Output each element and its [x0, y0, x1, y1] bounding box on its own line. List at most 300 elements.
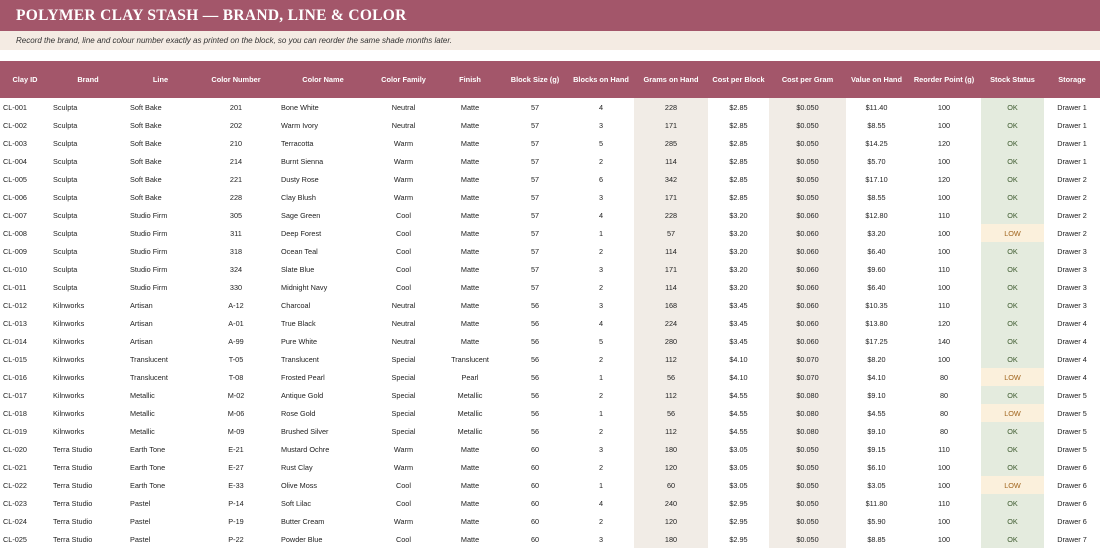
- cell-storage[interactable]: Drawer 3: [1057, 300, 1087, 310]
- cell-blocks-on-hand[interactable]: 4: [598, 318, 604, 328]
- cell-stock-status[interactable]: OK: [981, 170, 1044, 188]
- cell-cost-per-block[interactable]: $2.85: [729, 120, 748, 130]
- cell-color-name[interactable]: Soft Lilac: [281, 498, 312, 508]
- cell-grams-on-hand[interactable]: 114: [634, 152, 708, 170]
- cell-value-on-hand[interactable]: $11.80: [865, 498, 888, 508]
- cell-color-name[interactable]: Slate Blue: [281, 264, 315, 274]
- cell-finish[interactable]: Matte: [460, 138, 480, 148]
- cell-reorder-point[interactable]: 80: [939, 390, 949, 400]
- cell-color-name[interactable]: Powder Blue: [281, 534, 323, 544]
- cell-block-size[interactable]: 57: [530, 174, 540, 184]
- cell-grams-on-hand[interactable]: 228: [634, 98, 708, 116]
- cell-grams-on-hand[interactable]: 180: [634, 440, 708, 458]
- cell-brand[interactable]: Kilnworks: [53, 390, 85, 400]
- cell-finish[interactable]: Matte: [460, 300, 480, 310]
- cell-grams-on-hand[interactable]: 57: [634, 224, 708, 242]
- cell-storage[interactable]: Drawer 1: [1057, 156, 1087, 166]
- cell-grams-on-hand[interactable]: 240: [634, 494, 708, 512]
- cell-blocks-on-hand[interactable]: 2: [598, 156, 604, 166]
- cell-brand[interactable]: Sculpta: [53, 246, 78, 256]
- cell-cost-per-block[interactable]: $3.20: [729, 282, 748, 292]
- cell-grams-on-hand[interactable]: 171: [634, 188, 708, 206]
- cell-color-number[interactable]: 324: [229, 264, 243, 274]
- cell-color-number[interactable]: 330: [229, 282, 243, 292]
- cell-finish[interactable]: Matte: [460, 282, 480, 292]
- table-row[interactable]: [0, 404, 1100, 422]
- cell-color-family[interactable]: Cool: [395, 498, 411, 508]
- cell-blocks-on-hand[interactable]: 4: [598, 102, 604, 112]
- cell-block-size[interactable]: 57: [530, 282, 540, 292]
- cell-cost-per-gram[interactable]: $0.060: [769, 332, 846, 350]
- cell-brand[interactable]: Terra Studio: [53, 480, 93, 490]
- cell-value-on-hand[interactable]: $8.55: [867, 192, 886, 202]
- cell-stock-status[interactable]: OK: [981, 242, 1044, 260]
- cell-grams-on-hand[interactable]: 168: [634, 296, 708, 314]
- cell-cost-per-gram[interactable]: $0.070: [769, 368, 846, 386]
- cell-clay-id[interactable]: CL-008: [3, 228, 27, 238]
- cell-line[interactable]: Earth Tone: [130, 480, 166, 490]
- cell-finish[interactable]: Matte: [460, 264, 480, 274]
- cell-reorder-point[interactable]: 80: [939, 426, 949, 436]
- cell-cost-per-block[interactable]: $3.05: [729, 444, 748, 454]
- cell-clay-id[interactable]: CL-020: [3, 444, 27, 454]
- cell-stock-status[interactable]: OK: [981, 350, 1044, 368]
- cell-clay-id[interactable]: CL-007: [3, 210, 27, 220]
- cell-color-family[interactable]: Neutral: [391, 336, 416, 346]
- table-row[interactable]: [0, 386, 1100, 404]
- cell-blocks-on-hand[interactable]: 1: [598, 372, 604, 382]
- cell-color-name[interactable]: Dusty Rose: [281, 174, 319, 184]
- cell-color-name[interactable]: Mustard Ochre: [281, 444, 330, 454]
- cell-value-on-hand[interactable]: $14.25: [865, 138, 888, 148]
- cell-line[interactable]: Studio Firm: [130, 210, 168, 220]
- cell-value-on-hand[interactable]: $4.10: [867, 372, 886, 382]
- cell-color-family[interactable]: Cool: [395, 264, 411, 274]
- cell-clay-id[interactable]: CL-003: [3, 138, 27, 148]
- cell-brand[interactable]: Kilnworks: [53, 408, 85, 418]
- cell-cost-per-gram[interactable]: $0.050: [769, 170, 846, 188]
- table-row[interactable]: [0, 206, 1100, 224]
- cell-blocks-on-hand[interactable]: 5: [598, 336, 604, 346]
- cell-storage[interactable]: Drawer 4: [1057, 336, 1087, 346]
- column-header-stock-status[interactable]: Stock Status: [981, 61, 1044, 98]
- cell-cost-per-block[interactable]: $4.55: [729, 426, 748, 436]
- table-row[interactable]: [0, 440, 1100, 458]
- cell-reorder-point[interactable]: 120: [937, 138, 951, 148]
- cell-cost-per-gram[interactable]: $0.080: [769, 404, 846, 422]
- cell-color-number[interactable]: P-14: [228, 498, 244, 508]
- cell-block-size[interactable]: 60: [530, 480, 540, 490]
- table-row[interactable]: [0, 152, 1100, 170]
- cell-brand[interactable]: Sculpta: [53, 264, 78, 274]
- cell-clay-id[interactable]: CL-022: [3, 480, 27, 490]
- cell-color-name[interactable]: Warm Ivory: [281, 120, 319, 130]
- cell-reorder-point[interactable]: 100: [937, 282, 951, 292]
- cell-stock-status[interactable]: OK: [981, 494, 1044, 512]
- cell-grams-on-hand[interactable]: 120: [634, 512, 708, 530]
- cell-storage[interactable]: Drawer 1: [1057, 120, 1087, 130]
- cell-cost-per-gram[interactable]: $0.050: [769, 458, 846, 476]
- cell-color-name[interactable]: Rose Gold: [281, 408, 316, 418]
- cell-color-number[interactable]: 201: [229, 102, 243, 112]
- cell-blocks-on-hand[interactable]: 5: [598, 138, 604, 148]
- column-header-finish[interactable]: Finish: [438, 61, 502, 98]
- cell-brand[interactable]: Terra Studio: [53, 498, 93, 508]
- cell-cost-per-block[interactable]: $4.55: [729, 408, 748, 418]
- cell-color-name[interactable]: Charcoal: [281, 300, 311, 310]
- cell-storage[interactable]: Drawer 3: [1057, 246, 1087, 256]
- cell-finish[interactable]: Pearl: [461, 372, 479, 382]
- cell-color-family[interactable]: Special: [391, 372, 416, 382]
- cell-cost-per-gram[interactable]: $0.060: [769, 314, 846, 332]
- cell-value-on-hand[interactable]: $6.40: [867, 246, 886, 256]
- cell-reorder-point[interactable]: 110: [938, 300, 950, 310]
- cell-storage[interactable]: Drawer 5: [1057, 408, 1087, 418]
- cell-cost-per-gram[interactable]: $0.060: [769, 260, 846, 278]
- cell-brand[interactable]: Kilnworks: [53, 372, 85, 382]
- cell-clay-id[interactable]: CL-018: [3, 408, 27, 418]
- cell-blocks-on-hand[interactable]: 2: [598, 246, 604, 256]
- cell-color-family[interactable]: Special: [391, 426, 416, 436]
- cell-color-family[interactable]: Warm: [393, 462, 414, 472]
- cell-color-number[interactable]: T-05: [228, 354, 244, 364]
- cell-value-on-hand[interactable]: $17.25: [865, 336, 888, 346]
- cell-grams-on-hand[interactable]: 180: [634, 530, 708, 548]
- table-row[interactable]: [0, 296, 1100, 314]
- column-header-blocks-on-hand[interactable]: Blocks on Hand: [568, 61, 634, 98]
- cell-blocks-on-hand[interactable]: 3: [598, 120, 604, 130]
- table-row[interactable]: [0, 134, 1100, 152]
- cell-blocks-on-hand[interactable]: 3: [598, 264, 604, 274]
- cell-clay-id[interactable]: CL-014: [3, 336, 27, 346]
- column-header-grams-on-hand[interactable]: Grams on Hand: [634, 61, 708, 98]
- cell-color-number[interactable]: M-02: [227, 390, 245, 400]
- cell-stock-status[interactable]: OK: [981, 458, 1044, 476]
- cell-grams-on-hand[interactable]: 56: [634, 368, 708, 386]
- cell-line[interactable]: Pastel: [130, 534, 151, 544]
- cell-cost-per-block[interactable]: $3.20: [729, 228, 748, 238]
- cell-stock-status[interactable]: LOW: [981, 476, 1044, 494]
- cell-color-name[interactable]: Rust Clay: [281, 462, 313, 472]
- cell-line[interactable]: Soft Bake: [130, 156, 162, 166]
- cell-color-name[interactable]: Butter Cream: [281, 516, 325, 526]
- table-row[interactable]: [0, 116, 1100, 134]
- cell-brand[interactable]: Kilnworks: [53, 318, 85, 328]
- cell-stock-status[interactable]: OK: [981, 512, 1044, 530]
- cell-finish[interactable]: Matte: [460, 102, 480, 112]
- cell-color-number[interactable]: 311: [230, 228, 242, 238]
- cell-color-number[interactable]: A-12: [228, 300, 244, 310]
- cell-line[interactable]: Artisan: [130, 336, 153, 346]
- cell-blocks-on-hand[interactable]: 2: [598, 516, 604, 526]
- cell-cost-per-block[interactable]: $2.95: [729, 516, 748, 526]
- cell-clay-id[interactable]: CL-011: [3, 282, 27, 292]
- cell-finish[interactable]: Matte: [460, 210, 480, 220]
- cell-cost-per-gram[interactable]: $0.080: [769, 422, 846, 440]
- cell-clay-id[interactable]: CL-016: [3, 372, 27, 382]
- cell-brand[interactable]: Sculpta: [53, 174, 78, 184]
- cell-stock-status[interactable]: OK: [981, 206, 1044, 224]
- cell-color-name[interactable]: Antique Gold: [281, 390, 324, 400]
- cell-value-on-hand[interactable]: $12.80: [865, 210, 888, 220]
- cell-finish[interactable]: Matte: [460, 480, 480, 490]
- cell-storage[interactable]: Drawer 3: [1057, 282, 1087, 292]
- column-header-cost-per-block[interactable]: Cost per Block: [708, 61, 769, 98]
- column-header-reorder-point[interactable]: Reorder Point (g): [907, 61, 981, 98]
- cell-finish[interactable]: Matte: [460, 174, 480, 184]
- cell-cost-per-block[interactable]: $4.10: [729, 354, 748, 364]
- cell-line[interactable]: Studio Firm: [130, 246, 168, 256]
- cell-color-family[interactable]: Cool: [395, 534, 411, 544]
- cell-finish[interactable]: Metallic: [457, 390, 483, 400]
- cell-block-size[interactable]: 60: [530, 516, 540, 526]
- cell-grams-on-hand[interactable]: 56: [634, 404, 708, 422]
- cell-color-name[interactable]: True Black: [281, 318, 316, 328]
- column-header-color-family[interactable]: Color Family: [369, 61, 438, 98]
- cell-value-on-hand[interactable]: $6.40: [867, 282, 886, 292]
- cell-blocks-on-hand[interactable]: 1: [598, 480, 604, 490]
- cell-cost-per-block[interactable]: $3.05: [729, 480, 748, 490]
- cell-stock-status[interactable]: OK: [981, 314, 1044, 332]
- cell-cost-per-block[interactable]: $3.20: [729, 264, 748, 274]
- table-row[interactable]: [0, 314, 1100, 332]
- cell-stock-status[interactable]: OK: [981, 260, 1044, 278]
- cell-reorder-point[interactable]: 100: [937, 246, 951, 256]
- cell-clay-id[interactable]: CL-005: [3, 174, 27, 184]
- column-header-color-name[interactable]: Color Name: [277, 61, 369, 98]
- cell-block-size[interactable]: 56: [530, 372, 540, 382]
- cell-value-on-hand[interactable]: $9.60: [867, 264, 886, 274]
- column-header-storage[interactable]: Storage: [1044, 61, 1100, 98]
- cell-value-on-hand[interactable]: $9.10: [867, 426, 886, 436]
- cell-grams-on-hand[interactable]: 280: [634, 332, 708, 350]
- cell-cost-per-block[interactable]: $2.85: [729, 102, 748, 112]
- cell-storage[interactable]: Drawer 6: [1057, 516, 1087, 526]
- cell-clay-id[interactable]: CL-013: [3, 318, 27, 328]
- cell-stock-status[interactable]: OK: [981, 296, 1044, 314]
- table-row[interactable]: [0, 278, 1100, 296]
- cell-cost-per-block[interactable]: $3.45: [729, 318, 748, 328]
- cell-finish[interactable]: Matte: [460, 246, 480, 256]
- cell-storage[interactable]: Drawer 5: [1057, 444, 1087, 454]
- cell-block-size[interactable]: 56: [530, 318, 540, 328]
- cell-line[interactable]: Studio Firm: [130, 282, 168, 292]
- cell-grams-on-hand[interactable]: 112: [634, 386, 708, 404]
- cell-blocks-on-hand[interactable]: 3: [598, 444, 604, 454]
- cell-value-on-hand[interactable]: $8.55: [867, 120, 886, 130]
- cell-color-family[interactable]: Special: [391, 408, 416, 418]
- table-row[interactable]: [0, 242, 1100, 260]
- table-row[interactable]: [0, 332, 1100, 350]
- cell-color-family[interactable]: Neutral: [391, 120, 416, 130]
- cell-finish[interactable]: Matte: [460, 318, 480, 328]
- cell-color-number[interactable]: P-22: [228, 534, 244, 544]
- cell-storage[interactable]: Drawer 1: [1057, 102, 1087, 112]
- cell-value-on-hand[interactable]: $6.10: [867, 462, 886, 472]
- cell-cost-per-gram[interactable]: $0.070: [769, 350, 846, 368]
- cell-reorder-point[interactable]: 120: [937, 174, 951, 184]
- cell-value-on-hand[interactable]: $11.40: [865, 102, 888, 112]
- cell-cost-per-gram[interactable]: $0.050: [769, 512, 846, 530]
- cell-value-on-hand[interactable]: $8.85: [867, 534, 886, 544]
- cell-clay-id[interactable]: CL-023: [3, 498, 27, 508]
- cell-cost-per-block[interactable]: $2.95: [729, 534, 748, 544]
- cell-clay-id[interactable]: CL-002: [3, 120, 27, 130]
- cell-block-size[interactable]: 57: [530, 102, 540, 112]
- cell-clay-id[interactable]: CL-004: [3, 156, 27, 166]
- cell-reorder-point[interactable]: 100: [937, 354, 951, 364]
- cell-cost-per-block[interactable]: $3.05: [729, 462, 748, 472]
- cell-block-size[interactable]: 56: [530, 426, 540, 436]
- cell-cost-per-block[interactable]: $2.85: [729, 174, 748, 184]
- cell-color-name[interactable]: Bone White: [281, 102, 319, 112]
- cell-finish[interactable]: Matte: [460, 444, 480, 454]
- cell-value-on-hand[interactable]: $5.70: [867, 156, 886, 166]
- cell-line[interactable]: Earth Tone: [130, 444, 166, 454]
- cell-color-family[interactable]: Cool: [395, 228, 411, 238]
- table-row[interactable]: [0, 422, 1100, 440]
- cell-reorder-point[interactable]: 100: [937, 516, 951, 526]
- cell-line[interactable]: Metallic: [130, 426, 155, 436]
- cell-block-size[interactable]: 57: [530, 120, 540, 130]
- cell-block-size[interactable]: 60: [530, 444, 540, 454]
- cell-blocks-on-hand[interactable]: 2: [598, 354, 604, 364]
- cell-blocks-on-hand[interactable]: 2: [598, 462, 604, 472]
- cell-block-size[interactable]: 57: [530, 246, 540, 256]
- cell-cost-per-block[interactable]: $2.95: [729, 498, 748, 508]
- cell-value-on-hand[interactable]: $8.20: [867, 354, 886, 364]
- cell-brand[interactable]: Sculpta: [53, 138, 78, 148]
- cell-reorder-point[interactable]: 110: [938, 444, 950, 454]
- cell-stock-status[interactable]: OK: [981, 332, 1044, 350]
- cell-blocks-on-hand[interactable]: 6: [598, 174, 604, 184]
- cell-brand[interactable]: Sculpta: [53, 102, 78, 112]
- cell-color-name[interactable]: Frosted Pearl: [281, 372, 325, 382]
- cell-storage[interactable]: Drawer 6: [1057, 480, 1087, 490]
- cell-line[interactable]: Translucent: [130, 354, 168, 364]
- cell-color-name[interactable]: Terracotta: [281, 138, 314, 148]
- cell-color-name[interactable]: Clay Blush: [281, 192, 316, 202]
- cell-value-on-hand[interactable]: $13.80: [865, 318, 888, 328]
- cell-reorder-point[interactable]: 100: [937, 102, 951, 112]
- cell-color-number[interactable]: M-06: [227, 408, 245, 418]
- cell-cost-per-gram[interactable]: $0.060: [769, 224, 846, 242]
- cell-grams-on-hand[interactable]: 171: [634, 116, 708, 134]
- cell-cost-per-block[interactable]: $2.85: [729, 138, 748, 148]
- cell-color-name[interactable]: Ocean Teal: [281, 246, 318, 256]
- cell-line[interactable]: Soft Bake: [130, 138, 162, 148]
- cell-color-number[interactable]: E-21: [228, 444, 244, 454]
- cell-storage[interactable]: Drawer 6: [1057, 498, 1087, 508]
- cell-cost-per-gram[interactable]: $0.050: [769, 134, 846, 152]
- cell-finish[interactable]: Metallic: [457, 426, 483, 436]
- cell-reorder-point[interactable]: 80: [939, 408, 949, 418]
- cell-stock-status[interactable]: LOW: [981, 404, 1044, 422]
- table-row[interactable]: [0, 98, 1100, 116]
- cell-clay-id[interactable]: CL-024: [3, 516, 27, 526]
- cell-cost-per-block[interactable]: $3.45: [729, 336, 748, 346]
- cell-blocks-on-hand[interactable]: 1: [598, 228, 604, 238]
- cell-reorder-point[interactable]: 110: [938, 264, 950, 274]
- cell-color-name[interactable]: Deep Forest: [281, 228, 322, 238]
- cell-reorder-point[interactable]: 100: [937, 480, 951, 490]
- cell-line[interactable]: Soft Bake: [130, 192, 162, 202]
- cell-stock-status[interactable]: OK: [981, 530, 1044, 548]
- table-row[interactable]: [0, 512, 1100, 530]
- cell-color-family[interactable]: Warm: [393, 138, 414, 148]
- cell-block-size[interactable]: 57: [530, 192, 540, 202]
- cell-reorder-point[interactable]: 100: [937, 534, 951, 544]
- cell-blocks-on-hand[interactable]: 2: [598, 282, 604, 292]
- cell-reorder-point[interactable]: 100: [937, 120, 951, 130]
- cell-cost-per-block[interactable]: $4.10: [729, 372, 748, 382]
- cell-finish[interactable]: Matte: [460, 156, 480, 166]
- cell-finish[interactable]: Metallic: [457, 408, 483, 418]
- cell-brand[interactable]: Terra Studio: [53, 516, 93, 526]
- cell-blocks-on-hand[interactable]: 4: [598, 210, 604, 220]
- cell-color-family[interactable]: Cool: [395, 246, 411, 256]
- cell-color-family[interactable]: Warm: [393, 192, 414, 202]
- table-row[interactable]: [0, 170, 1100, 188]
- column-header-block-size[interactable]: Block Size (g): [502, 61, 568, 98]
- cell-block-size[interactable]: 57: [530, 264, 540, 274]
- cell-finish[interactable]: Matte: [460, 516, 480, 526]
- cell-reorder-point[interactable]: 110: [938, 498, 950, 508]
- cell-storage[interactable]: Drawer 4: [1057, 372, 1087, 382]
- cell-reorder-point[interactable]: 100: [937, 156, 951, 166]
- cell-color-name[interactable]: Brushed Silver: [281, 426, 329, 436]
- cell-block-size[interactable]: 57: [530, 210, 540, 220]
- cell-line[interactable]: Pastel: [130, 516, 151, 526]
- cell-cost-per-gram[interactable]: $0.080: [769, 386, 846, 404]
- cell-brand[interactable]: Sculpta: [53, 228, 78, 238]
- cell-stock-status[interactable]: LOW: [981, 224, 1044, 242]
- cell-clay-id[interactable]: CL-012: [3, 300, 27, 310]
- cell-finish[interactable]: Matte: [460, 336, 480, 346]
- cell-storage[interactable]: Drawer 4: [1057, 318, 1087, 328]
- cell-color-number[interactable]: 221: [229, 174, 243, 184]
- cell-block-size[interactable]: 57: [530, 228, 540, 238]
- cell-block-size[interactable]: 57: [530, 156, 540, 166]
- cell-reorder-point[interactable]: 110: [938, 210, 950, 220]
- cell-finish[interactable]: Matte: [460, 498, 480, 508]
- cell-storage[interactable]: Drawer 1: [1057, 138, 1087, 148]
- cell-cost-per-gram[interactable]: $0.050: [769, 116, 846, 134]
- cell-color-number[interactable]: 305: [229, 210, 243, 220]
- cell-stock-status[interactable]: OK: [981, 98, 1044, 116]
- cell-blocks-on-hand[interactable]: 3: [598, 534, 604, 544]
- cell-grams-on-hand[interactable]: 114: [634, 242, 708, 260]
- cell-color-family[interactable]: Cool: [395, 480, 411, 490]
- cell-cost-per-gram[interactable]: $0.050: [769, 476, 846, 494]
- cell-line[interactable]: Soft Bake: [130, 120, 162, 130]
- cell-cost-per-gram[interactable]: $0.050: [769, 188, 846, 206]
- cell-cost-per-gram[interactable]: $0.060: [769, 206, 846, 224]
- table-row[interactable]: [0, 368, 1100, 386]
- cell-color-family[interactable]: Special: [391, 390, 416, 400]
- cell-finish[interactable]: Matte: [460, 192, 480, 202]
- cell-storage[interactable]: Drawer 7: [1057, 534, 1087, 544]
- cell-line[interactable]: Soft Bake: [130, 102, 162, 112]
- cell-cost-per-gram[interactable]: $0.050: [769, 494, 846, 512]
- cell-clay-id[interactable]: CL-001: [3, 102, 27, 112]
- cell-value-on-hand[interactable]: $9.10: [867, 390, 886, 400]
- cell-blocks-on-hand[interactable]: 2: [598, 426, 604, 436]
- cell-storage[interactable]: Drawer 5: [1057, 426, 1087, 436]
- cell-storage[interactable]: Drawer 5: [1057, 390, 1087, 400]
- cell-line[interactable]: Artisan: [130, 300, 153, 310]
- cell-reorder-point[interactable]: 120: [937, 318, 951, 328]
